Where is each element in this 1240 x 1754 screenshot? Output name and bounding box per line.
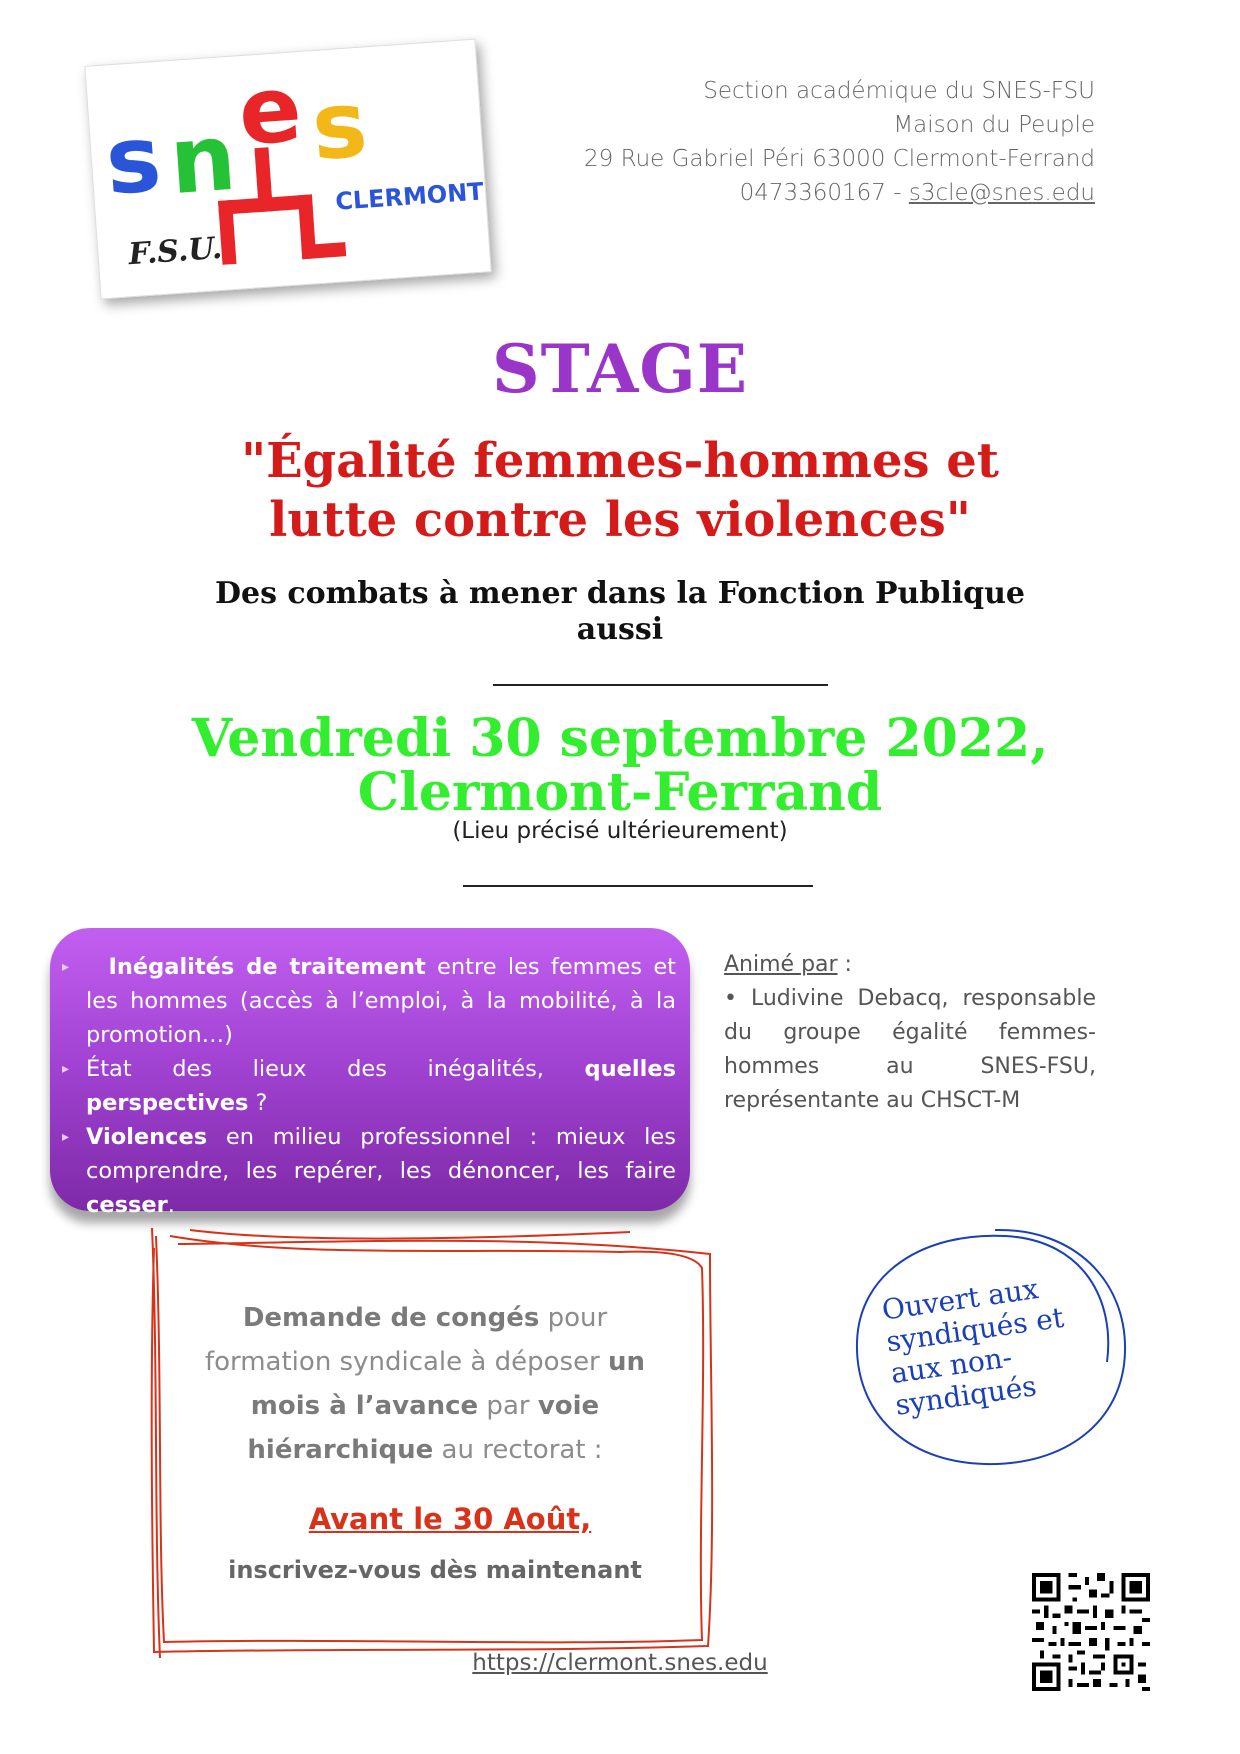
address-line-building: Maison du Peuple (893, 112, 1095, 138)
animator-text: • Ludivine Debacq, responsable du groupe égalité femmes-hommes au SNES-FSU, représentante au CHSCT-M (724, 986, 1096, 1113)
subtitle-line-2: lutte contre les violences" (269, 492, 971, 548)
website-link[interactable]: https://clermont.snes.edu (472, 1650, 768, 1676)
bullet-icon: ▸ (62, 1129, 70, 1145)
qr-code-icon (1032, 1573, 1150, 1691)
event-city-line: Clermont-Ferrand (357, 762, 883, 823)
topic-bold: Inégalités de traitement (108, 954, 426, 980)
topic-text: en milieu professionnel : mieux les comprendre, les repérer, les dénoncer, les faire (86, 1124, 676, 1184)
address-line-contact (584, 176, 1095, 210)
tagline-line-2: aussi (576, 612, 664, 647)
topics-box (50, 928, 690, 1218)
phone-number: 0473360167 - (739, 180, 909, 206)
logo-graphic (85, 40, 490, 299)
address-block (584, 74, 1095, 210)
stage-subtitle (100, 432, 1140, 550)
topic-item (62, 1120, 676, 1222)
leave-bold-3: voie hiérarchique (247, 1391, 600, 1465)
open-to-all-note: Ouvert aux syndiqués et aux non-syndiqués (879, 1272, 1066, 1422)
snes-fsu-logo (84, 39, 491, 300)
logo-letter-s1: s (102, 104, 165, 216)
divider-bottom (463, 885, 813, 887)
topic-bold: Violences (86, 1124, 208, 1150)
divider-top (493, 684, 828, 686)
topic-item (62, 1052, 676, 1120)
tagline (100, 576, 1140, 648)
place-note: (Lieu précisé ultérieurement) (452, 818, 788, 844)
animator-heading-colon: : (837, 952, 852, 977)
animator-heading-text: Animé par (724, 952, 838, 977)
deadline: Avant le 30 Août, (308, 1502, 592, 1536)
tagline-line-1: Des combats à mener dans la Fonction Publique (214, 576, 1026, 611)
topic-text: État des lieux des inégalités, (86, 1056, 585, 1082)
leave-text-2: par (478, 1391, 538, 1421)
leave-text-3: au rectorat : (433, 1435, 603, 1465)
event-date (60, 708, 1180, 823)
enroll-call: inscrivez-vous dès maintenant (228, 1556, 642, 1584)
logo-letter-e: e (235, 55, 305, 167)
address-line-section: Section académique du SNES-FSU (703, 78, 1095, 104)
topic-text: . (167, 1192, 175, 1218)
topic-item (62, 950, 677, 1052)
event-date-line: Vendredi 30 septembre 2022, (191, 708, 1049, 769)
leave-bold-1: Demande de congés (242, 1303, 540, 1333)
email-link[interactable]: s3cle@snes.edu (908, 180, 1095, 206)
leave-text-1: pour formation syndicale à déposer (204, 1303, 609, 1377)
bullet-icon: ▸ (62, 1061, 70, 1077)
logo-letter-n: n (166, 103, 240, 216)
topic-text: entre les femmes et les hommes (accès à l’emploi, à la mobilité, à la promotion…) (86, 954, 677, 1048)
topic-bold: quelles perspectives (86, 1056, 676, 1116)
leave-request-text (190, 1296, 660, 1472)
leave-bold-2: un mois à l’avance (250, 1347, 646, 1421)
page-title: STAGE (491, 330, 749, 408)
address-line-street: 29 Rue Gabriel Péri 63000 Clermont-Ferrand (584, 146, 1095, 172)
logo-fsu-label: F.S.U. (127, 230, 224, 273)
topic-bold: cesser (86, 1192, 168, 1218)
bullet-icon: ▸ (62, 959, 70, 975)
logo-letter-s2: s (308, 70, 371, 182)
animator-heading (724, 948, 1096, 982)
topic-text: ? (248, 1090, 268, 1116)
logo-city-label: CLERMONT (334, 177, 485, 216)
subtitle-line-1: "Égalité femmes-hommes et (241, 433, 999, 489)
animator-block (724, 948, 1096, 1118)
